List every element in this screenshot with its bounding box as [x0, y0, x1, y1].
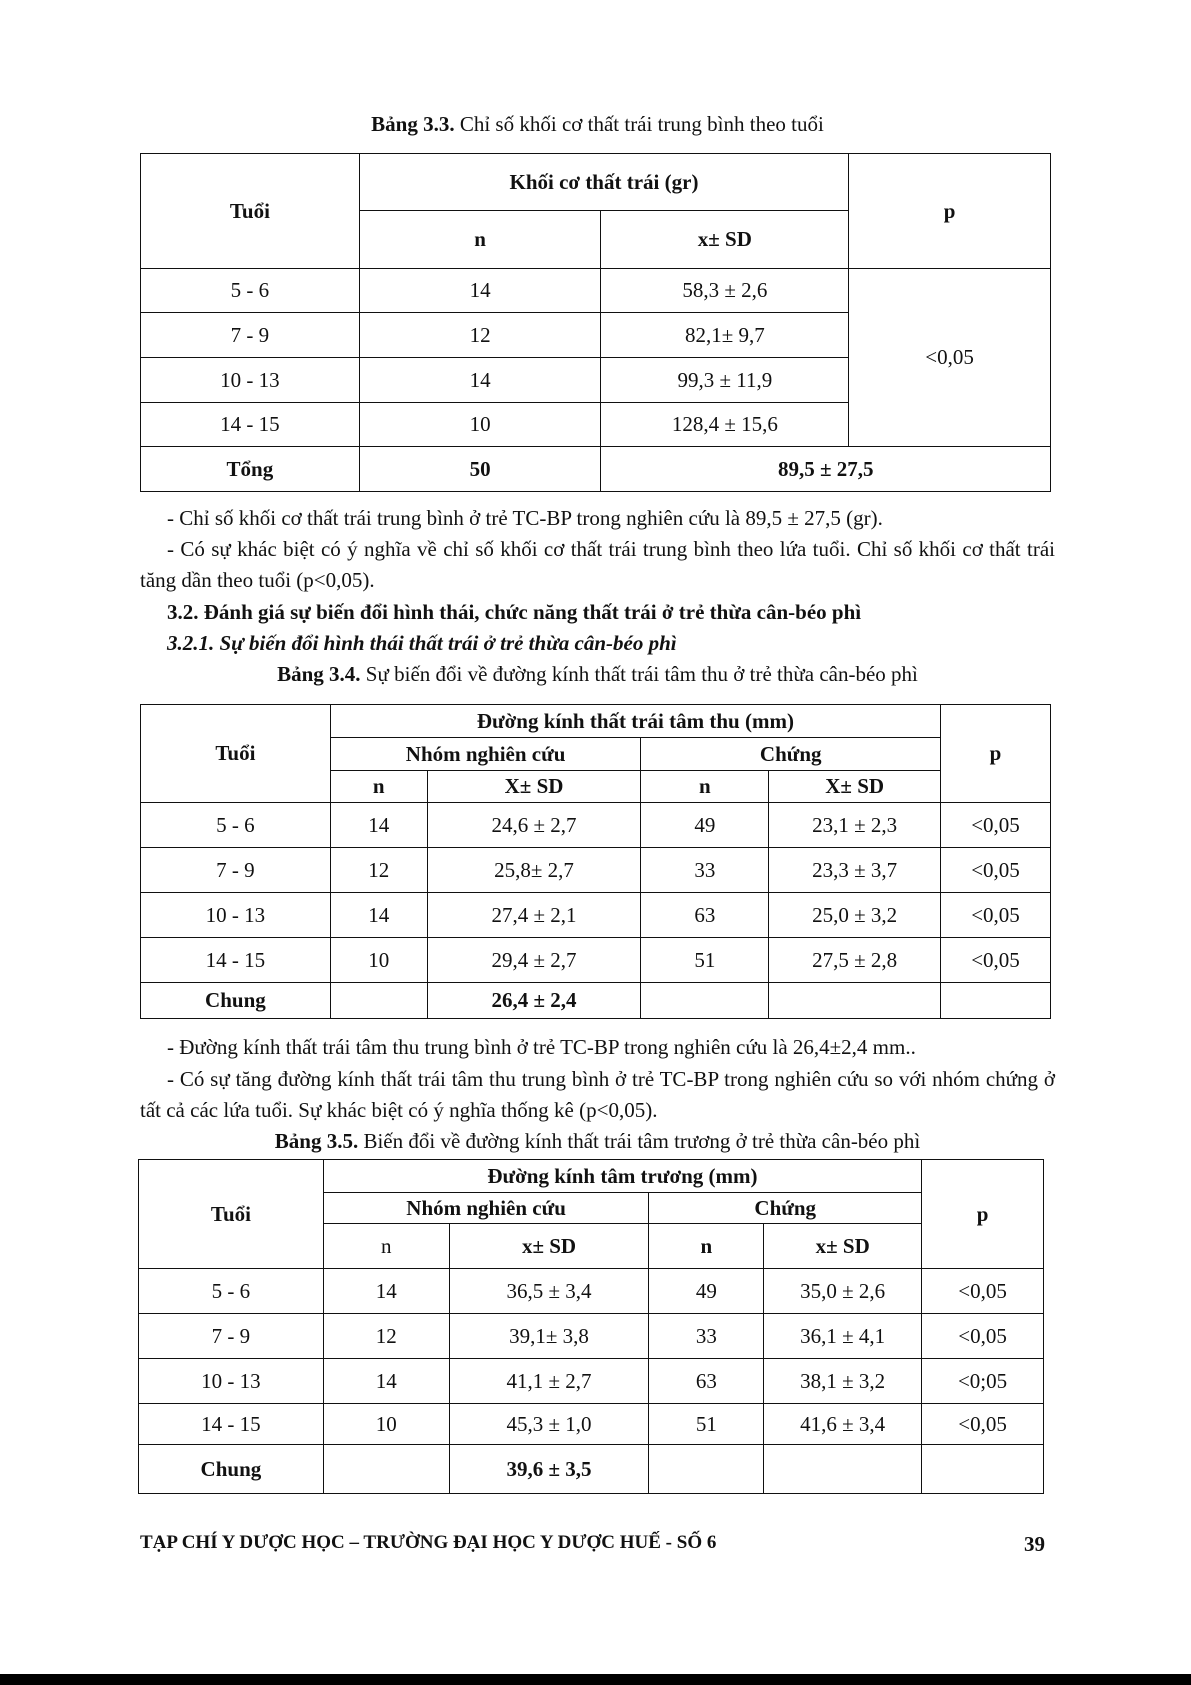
cell-age: 7 - 9 [141, 313, 360, 358]
cell-sd: 41,1 ± 2,7 [449, 1359, 649, 1404]
cell-sd-control: 38,1 ± 3,2 [764, 1359, 922, 1404]
table-row [141, 803, 1051, 848]
total-p-empty [941, 983, 1051, 1019]
paragraph-2: - Có sự khác biệt có ý nghĩa về chỉ số khối cơ thất trái trung bình theo lứa tuổi. Chỉ số khối cơ thất trái tăng dần theo tuổi (p<0,05). [140, 537, 1055, 592]
table-row [141, 269, 1051, 313]
cell-sd-control: 35,0 ± 2,6 [764, 1269, 922, 1314]
header-sd: x± SD [601, 211, 849, 269]
header-age: Tuổi [141, 705, 331, 803]
cell-sd: 24,6 ± 2,7 [427, 803, 641, 848]
header-age: Tuổi [139, 1160, 324, 1269]
cell-n-control: 51 [649, 1404, 764, 1445]
cell-n: 14 [323, 1359, 449, 1404]
cell-age: 10 - 13 [141, 358, 360, 403]
header-sd-control: x± SD [764, 1224, 922, 1269]
table-3-4-caption [140, 662, 1055, 687]
cell-p: <0,05 [941, 848, 1051, 893]
total-n-empty [323, 1445, 449, 1494]
cell-sd: 58,3 ± 2,6 [601, 269, 849, 313]
cell-n: 14 [323, 1269, 449, 1314]
total-n: 50 [359, 447, 601, 492]
cell-sd: 128,4 ± 15,6 [601, 403, 849, 447]
header-p: p [922, 1160, 1044, 1269]
page-number: 39 [1024, 1532, 1045, 1556]
header-n: n [330, 771, 427, 803]
table-row [139, 1404, 1044, 1445]
table-row [139, 1314, 1044, 1359]
cell-n-control: 33 [641, 848, 769, 893]
total-n-control-empty [641, 983, 769, 1019]
cell-p: <0,05 [941, 893, 1051, 938]
header-study-group: Nhóm nghiên cứu [330, 738, 641, 771]
cell-sd: 39,1± 3,8 [449, 1314, 649, 1359]
total-n-empty [330, 983, 427, 1019]
header-study-group: Nhóm nghiên cứu [323, 1193, 649, 1224]
cell-sd: 99,3 ± 11,9 [601, 358, 849, 403]
table-total-row [141, 983, 1051, 1019]
total-sd: 39,6 ± 3,5 [449, 1445, 649, 1494]
paragraph-1: - Chỉ số khối cơ thất trái trung bình ở trẻ TC-BP trong nghiên cứu là 89,5 ± 27,5 (gr). [167, 506, 883, 530]
section-subheading: 3.2.1. Sự biến đổi hình thái thất trái ở trẻ thừa cân-béo phì [167, 631, 677, 655]
cell-sd: 82,1± 9,7 [601, 313, 849, 358]
table-total-row [141, 447, 1051, 492]
cell-age: 10 - 13 [139, 1359, 324, 1404]
header-p: p [849, 154, 1051, 269]
total-p-empty [922, 1445, 1044, 1494]
header-n-control: n [641, 771, 769, 803]
table-3-4-title: Sự biến đổi về đường kính thất trái tâm thu ở trẻ thừa cân-béo phì [360, 662, 918, 686]
header-sd: x± SD [449, 1224, 649, 1269]
cell-p: <0;05 [922, 1359, 1044, 1404]
total-sd: 26,4 ± 2,4 [427, 983, 641, 1019]
cell-n: 10 [323, 1404, 449, 1445]
cell-sd-control: 41,6 ± 3,4 [764, 1404, 922, 1445]
table-row [139, 1359, 1044, 1404]
cell-n: 12 [330, 848, 427, 893]
cell-age: 5 - 6 [139, 1269, 324, 1314]
total-sd: 89,5 ± 27,5 [601, 447, 1051, 492]
cell-p: <0,05 [941, 803, 1051, 848]
section-heading: 3.2. Đánh giá sự biến đổi hình thái, chức năng thất trái ở trẻ thừa cân-béo phì [167, 600, 862, 624]
cell-n: 12 [359, 313, 601, 358]
cell-age: 5 - 6 [141, 803, 331, 848]
total-label: Chung [139, 1445, 324, 1494]
table-3-5-title: Biến đổi về đường kính thất trái tâm trương ở trẻ thừa cân-béo phì [358, 1129, 921, 1153]
total-n-control-empty [649, 1445, 764, 1494]
table-3-3 [140, 153, 1051, 492]
table-3-3-caption [140, 112, 1055, 137]
cell-age: 14 - 15 [139, 1404, 324, 1445]
cell-sd-control: 23,3 ± 3,7 [769, 848, 941, 893]
table-total-row [139, 1445, 1044, 1494]
header-n: n [323, 1224, 449, 1269]
total-label: Chung [141, 983, 331, 1019]
cell-age: 14 - 15 [141, 938, 331, 983]
table-row [141, 893, 1051, 938]
header-n: n [359, 211, 601, 269]
cell-n: 14 [330, 803, 427, 848]
header-control-group: Chứng [649, 1193, 922, 1224]
cell-age: 10 - 13 [141, 893, 331, 938]
header-n-control: n [649, 1224, 764, 1269]
cell-sd: 29,4 ± 2,7 [427, 938, 641, 983]
cell-n: 10 [359, 403, 601, 447]
table-row [139, 1269, 1044, 1314]
header-sd: X± SD [427, 771, 641, 803]
header-control-group: Chứng [641, 738, 941, 771]
table-3-5 [138, 1159, 1044, 1494]
table-3-4-label: Bảng 3.4. [277, 662, 361, 686]
cell-sd-control: 23,1 ± 2,3 [769, 803, 941, 848]
journal-footer: TẠP CHÍ Y DƯỢC HỌC – TRƯỜNG ĐẠI HỌC Y DƯỢC HUẾ - SỐ 6 [140, 1532, 717, 1553]
cell-n-control: 33 [649, 1314, 764, 1359]
cell-n-control: 63 [641, 893, 769, 938]
table-3-3-label: Bảng 3.3. [371, 112, 455, 136]
cell-sd: 45,3 ± 1,0 [449, 1404, 649, 1445]
header-p: p [941, 705, 1051, 803]
paragraph-4: - Có sự tăng đường kính thất trái tâm thu trung bình ở trẻ TC-BP trong nghiên cứu so với nhóm chứng ở tất cả các lứa tuổi. Sự khác biệt có ý nghĩa thống kê (p<0,05). [140, 1067, 1055, 1122]
cell-sd: 36,5 ± 3,4 [449, 1269, 649, 1314]
table-row [141, 848, 1051, 893]
table-row [141, 938, 1051, 983]
cell-age: 5 - 6 [141, 269, 360, 313]
cell-age: 7 - 9 [141, 848, 331, 893]
total-sd-control-empty [769, 983, 941, 1019]
table-3-4 [140, 704, 1051, 1019]
header-age: Tuổi [141, 154, 360, 269]
total-sd-control-empty [764, 1445, 922, 1494]
table-3-5-caption [140, 1129, 1055, 1154]
cell-n: 12 [323, 1314, 449, 1359]
cell-n: 14 [330, 893, 427, 938]
cell-n: 10 [330, 938, 427, 983]
cell-age: 7 - 9 [139, 1314, 324, 1359]
cell-p: <0,05 [922, 1314, 1044, 1359]
cell-age: 14 - 15 [141, 403, 360, 447]
header-group: Khối cơ thất trái (gr) [359, 154, 848, 211]
header-group: Đường kính tâm trương (mm) [323, 1160, 921, 1193]
cell-n: 14 [359, 358, 601, 403]
paragraph-3: - Đường kính thất trái tâm thu trung bình ở trẻ TC-BP trong nghiên cứu là 26,4±2,4 mm.. [167, 1035, 916, 1059]
scan-edge-bar [0, 1674, 1191, 1685]
cell-p: <0,05 [849, 269, 1051, 447]
cell-sd-control: 25,0 ± 3,2 [769, 893, 941, 938]
cell-p: <0,05 [922, 1404, 1044, 1445]
cell-sd: 25,8± 2,7 [427, 848, 641, 893]
table-3-3-title: Chỉ số khối cơ thất trái trung bình theo tuổi [454, 112, 824, 136]
total-label: Tổng [141, 447, 360, 492]
table-3-5-label: Bảng 3.5. [274, 1129, 359, 1153]
cell-n-control: 49 [649, 1269, 764, 1314]
cell-p: <0,05 [922, 1269, 1044, 1314]
cell-sd: 27,4 ± 2,1 [427, 893, 641, 938]
cell-sd-control: 36,1 ± 4,1 [764, 1314, 922, 1359]
cell-sd-control: 27,5 ± 2,8 [769, 938, 941, 983]
header-sd-control: X± SD [769, 771, 941, 803]
cell-n: 14 [359, 269, 601, 313]
cell-n-control: 49 [641, 803, 769, 848]
cell-n-control: 51 [641, 938, 769, 983]
cell-n-control: 63 [649, 1359, 764, 1404]
header-group: Đường kính thất trái tâm thu (mm) [330, 705, 940, 738]
cell-p: <0,05 [941, 938, 1051, 983]
